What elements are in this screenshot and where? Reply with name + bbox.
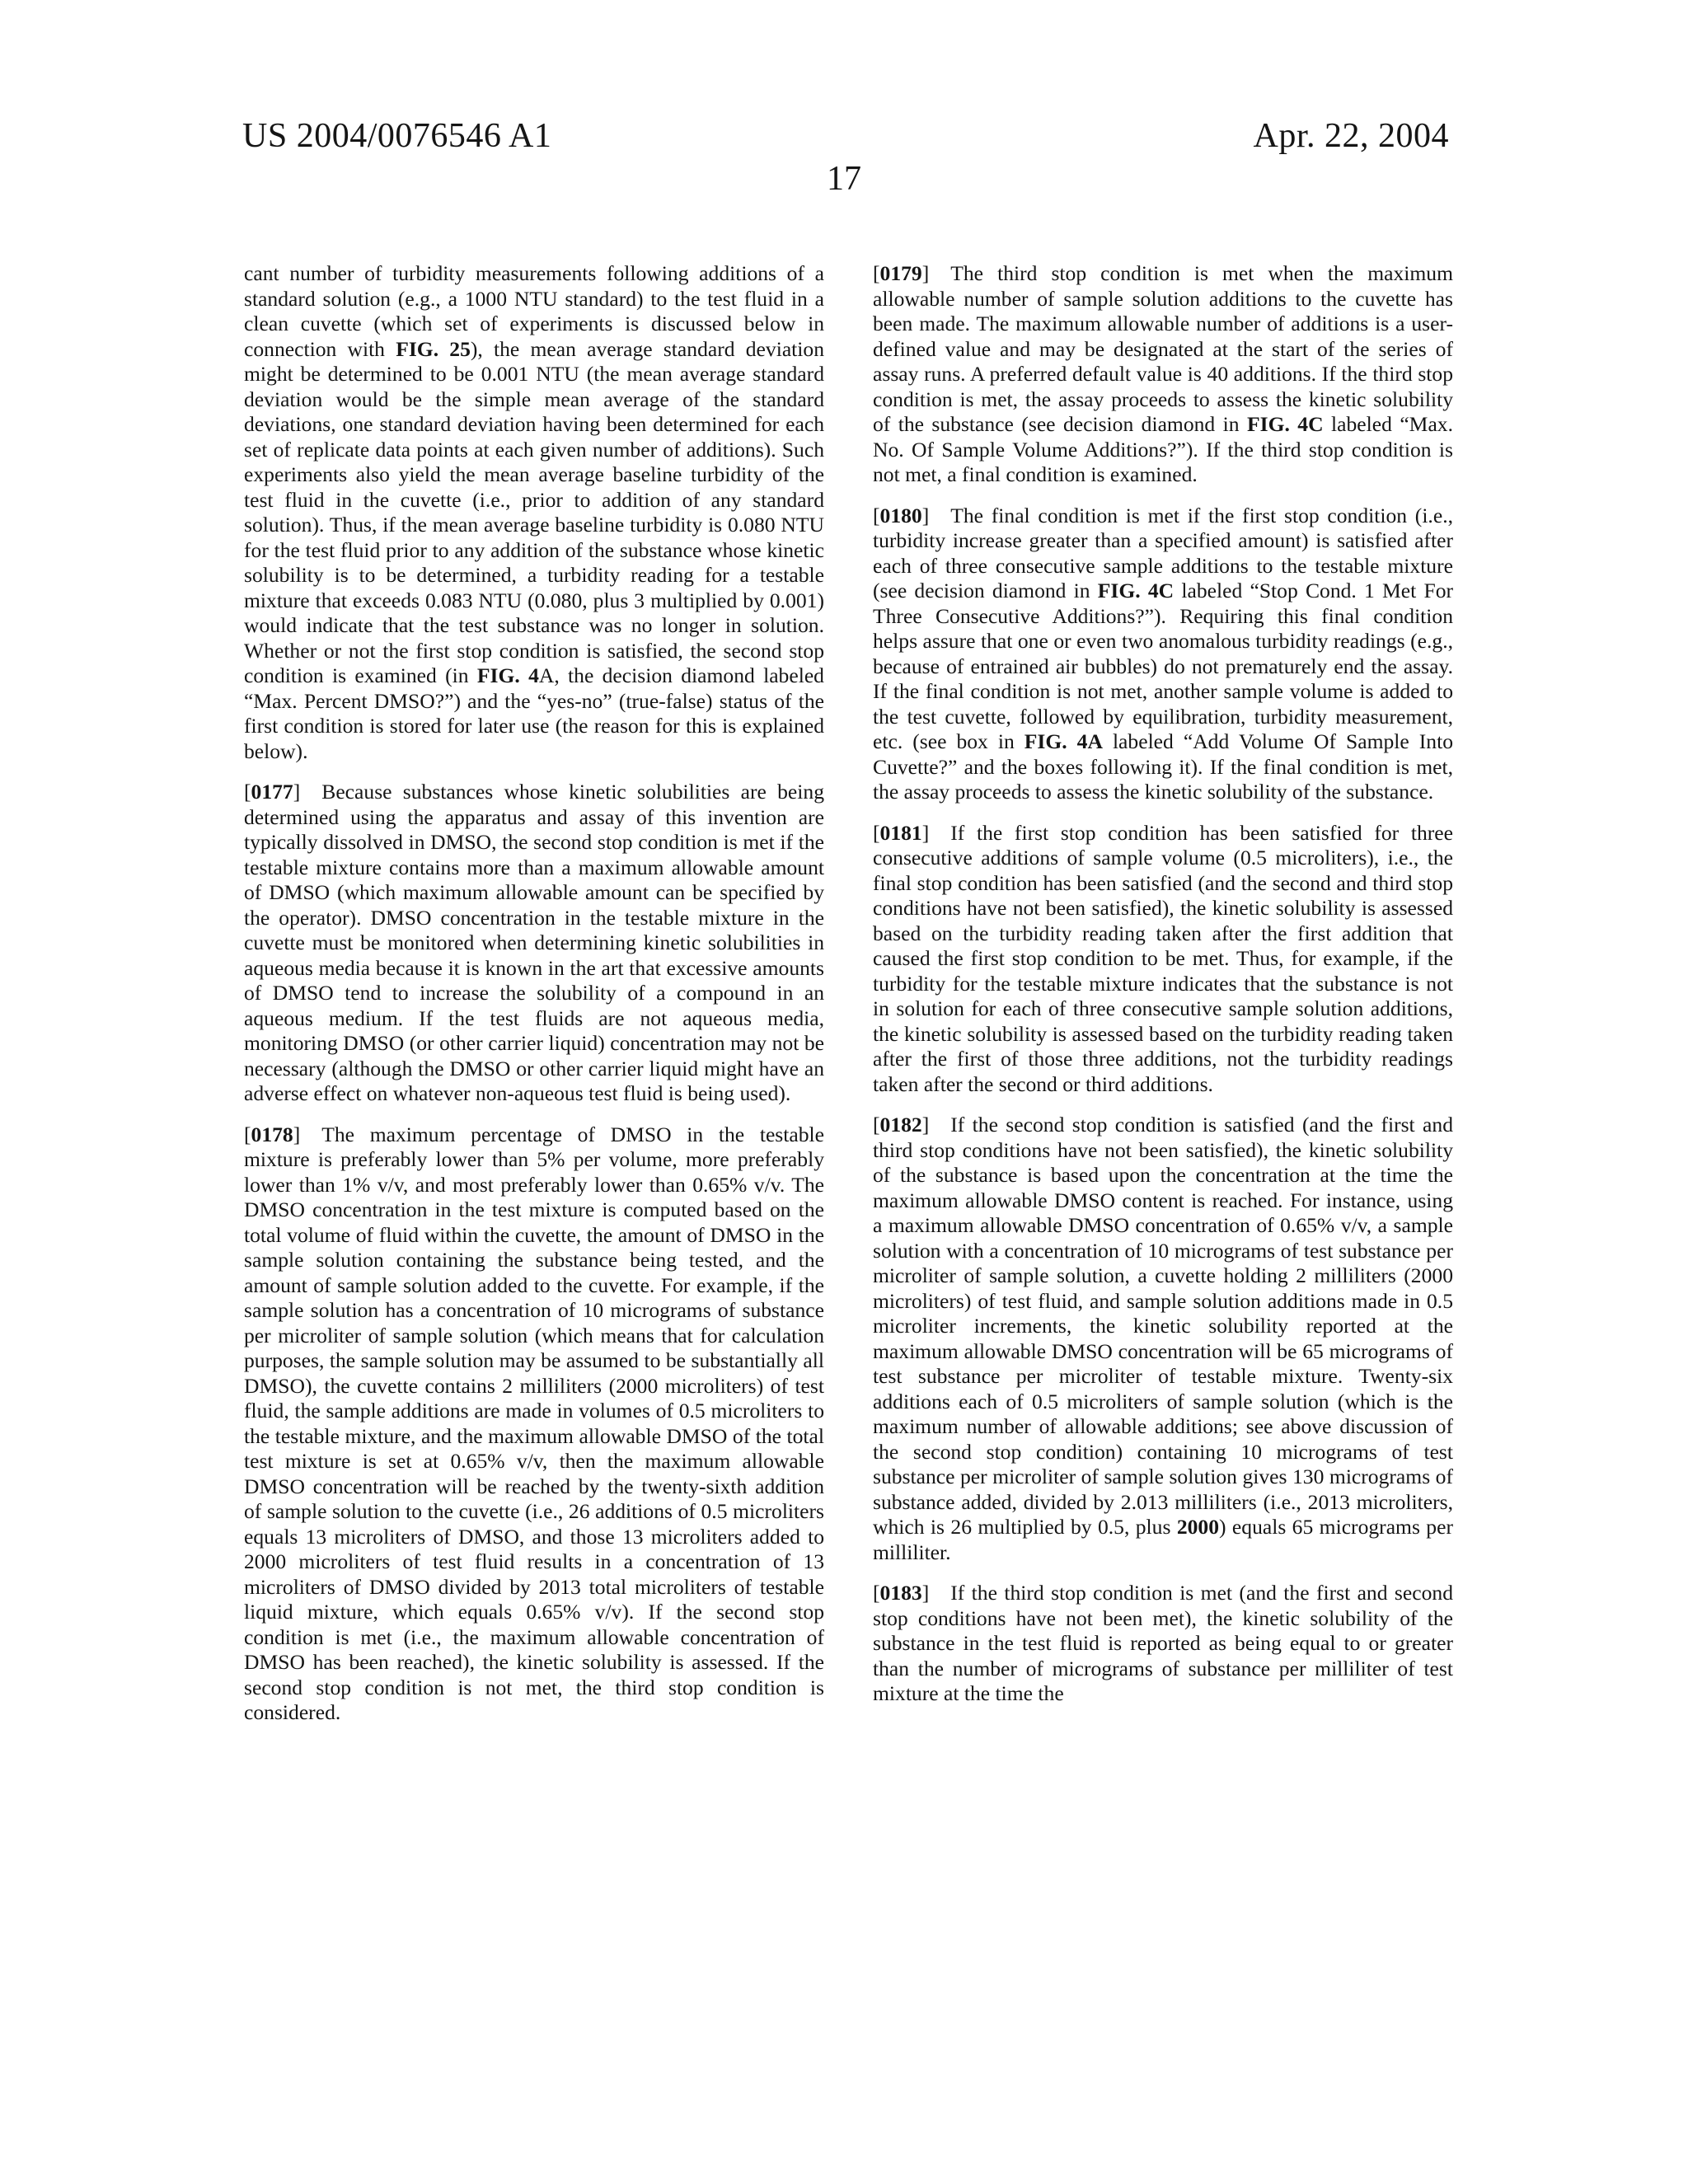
paragraph-text: cant number of turbidity measurements following additions of a standard solution (e.g., a 1000 NTU standard) to the test fluid in a clean cuvette (which set of experiments is discussed below in connection with: [244, 261, 824, 361]
paragraph-0183: [0183] If the third stop condition is met (and the first and second stop conditions have not been met), the kinetic solubility of the substance in the test fluid is reported as being equal to or greater than the number of micrograms of substance per milliliter of test mixture at the time the: [873, 1581, 1453, 1705]
emphasis-number: 2000: [1176, 1515, 1219, 1539]
paragraph-text: A, the decision diamond labeled “Max. Percent DMSO?”) and the “yes-no” (true-false) status of the first condition is stored for later use (the reason for this is explained below).: [244, 663, 824, 763]
publication-number: US 2004/0076546 A1: [242, 117, 552, 155]
figure-reference: FIG. 4: [476, 663, 539, 687]
paragraph-number: 0181: [879, 820, 922, 845]
figure-reference: FIG. 4C: [1246, 412, 1324, 436]
paragraph-text: If the third stop condition is met (and the first and second stop conditions have not been met), the kinetic solubility of the substance in the test fluid is reported as being equal to or greater than the number of micrograms of substance per milliliter of test mixture at the time the: [873, 1581, 1453, 1705]
paragraph-text: The third stop condition is met when the maximum allowable number of sample solution additions to the cuvette has been made. The maximum allowable number of additions is a user-defined value and may be designated at the start of the series of assay runs. A preferred default value is 40 additions. If the third stop condition is met, the assay proceeds to assess the kinetic solubility of the substance (see decision diamond in: [873, 261, 1453, 436]
paragraph-number: 0182: [879, 1113, 922, 1137]
paragraph-text: The final condition is met if the first stop condition (i.e., turbidity increase greater than a specified amount) is satisfied after each of three consecutive sample additions to the testable mixture (see decision diamond in: [873, 503, 1453, 602]
paragraph-number: 0180: [879, 503, 922, 527]
paragraph-text: labeled “Add Volume Of Sample Into Cuvette?” and the boxes following it). If the final condition is met, the assay proceeds to assess the kinetic solubility of the substance.: [873, 729, 1453, 804]
paragraph-text: If the second stop condition is satisfied (and the first and third stop conditions have not been satisfied), the kinetic solubility of the substance is based upon the concentration at the time the maximum allowable DMSO content is reached. For instance, using a maximum allowable DMSO concentration of 0.65% v/v, a sample solution with a concentration of 10 micrograms of test substance per microliter of sample solution, a cuvette holding 2 milliliters (2000 microliters) of test fluid, and sample solution additions made in 0.5 microliter increments, the kinetic solubility reported at the maximum allowable DMSO concentration will be 65 micrograms of test substance per microliter of testable mixture. Twenty-six additions each of 0.5 microliters of sample solution (which is the maximum number of allowable additions; see above discussion of the second stop condition) containing 10 micrograms of test substance per microliter of sample solution gives 130 micrograms of substance added, divided by 2.013 milliliters (i.e., 2013 microliters, which is 26 multiplied by 0.5, plus: [873, 1113, 1453, 1539]
paragraph-text: labeled “Max. No. Of Sample Volume Additions?”). If the third stop condition is not met, a final condition is examined.: [873, 412, 1453, 486]
paragraph-number: 0178: [251, 1122, 293, 1146]
paragraph-text: If the first stop condition has been satisfied for three consecutive additions of sample volume (0.5 microliters), i.e., the final stop condition has been satisfied (and the second and third stop conditions have not been satisfied), the kinetic solubility is assessed based on the turbidity reading taken after the first addition that caused the first stop condition to be met. Thus, for example, if the turbidity for the testable mixture indicates that the substance is not in solution for each of three consecutive sample solution additions, the kinetic solubility is assessed based on the turbidity reading taken after the first of those three additions, not the turbidity readings taken after the second or third additions.: [873, 820, 1453, 1096]
paragraph-text: The maximum percentage of DMSO in the testable mixture is preferably lower than 5% per volume, more preferably lower than 1% v/v, and most preferably lower than 0.65% v/v. The DMSO concentration in the test mixture is computed based on the total volume of fluid within the cuvette, the amount of DMSO in the sample solution containing the substance being tested, and the amount of sample solution added to the cuvette. For example, if the sample solution has a concentration of 10 micrograms of substance per microliter of sample solution (which means that for calculation purposes, the sample solution may be assumed to be substantially all DMSO), the cuvette contains 2 milliliters (2000 microliters) of test fluid, the sample additions are made in volumes of 0.5 microliters to the testable mixture, and the maximum allowable DMSO of the total test mixture is set at 0.65% v/v, then the maximum allowable DMSO concentration will be reached by the twenty-sixth addition of sample solution to the cuvette (i.e., 26 additions of 0.5 microliters equals 13 microliters of DMSO, and those 13 microliters added to 2000 microliters of test fluid results in a concentration of 13 microliters of DMSO divided by 2013 total microliters of testable liquid mixture, which equals 0.65% v/v). If the second stop condition is met (i.e., the maximum allowable concentration of DMSO has been reached), the kinetic solubility is assessed. If the second stop condition is not met, the third stop condition is considered.: [244, 1122, 824, 1724]
paragraph-text: labeled “Stop Cond. 1 Met For Three Consecutive Additions?”). Requiring this final condition helps assure that one or even two anomalous turbidity readings (e.g., because of entrained air bubbles) do not prematurely end the assay. If the final condition is not met, another sample volume is added to the test cuvette, followed by equilibration, turbidity measurement, etc. (see box in: [873, 579, 1454, 753]
paragraph-text: ) equals 65 micrograms per milliliter.: [873, 1515, 1453, 1564]
paragraph-0181: [0181] If the first stop condition has been satisfied for three consecutive additions of sample volume (0.5 microliters), i.e., the final stop condition has been satisfied (and the second and third stop conditions have not been satisfied), the kinetic solubility is assessed based on the turbidity reading taken after the first addition that caused the first stop condition to be met. Thus, for example, if the turbidity for the testable mixture indicates that the substance is not in solution for each of three consecutive sample solution additions, the kinetic solubility is assessed based on the turbidity reading taken after the first of those three additions, not the turbidity readings taken after the second or third additions.: [873, 820, 1453, 1096]
paragraph-number: 0177: [251, 780, 293, 804]
paragraph-0180: [0180] The final condition is met if the first stop condition (i.e., turbidity increase greater than a specified amount) is satisfied after each of three consecutive sample additions to the testable mixture (see decision diamond in FIG. 4C labeled “Stop Cond. 1 Met For Three Consecutive Additions?”). Requiring this final condition helps assure that one or even two anomalous turbidity readings (e.g., because of entrained air bubbles) do not prematurely end the assay. If the final condition is not met, another sample volume is added to the test cuvette, followed by equilibration, turbidity measurement, etc. (see box in FIG. 4A labeled “Add Volume Of Sample Into Cuvette?” and the boxes following it). If the final condition is met, the assay proceeds to assess the kinetic solubility of the substance.: [873, 503, 1454, 804]
paragraph-0179: [0179] The third stop condition is met when the maximum allowable number of sample solution additions to the cuvette has been made. The maximum allowable number of additions is a user-defined value and may be designated at the start of the series of assay runs. A preferred default value is 40 additions. If the third stop condition is met, the assay proceeds to assess the kinetic solubility of the substance (see decision diamond in FIG. 4C labeled “Max. No. Of Sample Volume Additions?”). If the third stop condition is not met, a final condition is examined.: [873, 261, 1453, 486]
paragraph-0178: [0178] The maximum percentage of DMSO in the testable mixture is preferably lower than 5% per volume, more preferably lower than 1% v/v, and most preferably lower than 0.65% v/v. The DMSO concentration in the test mixture is computed based on the total volume of fluid within the cuvette, the amount of DMSO in the sample solution containing the substance being tested, and the amount of sample solution added to the cuvette. For example, if the sample solution has a concentration of 10 micrograms of substance per microliter of sample solution (which means that for calculation purposes, the sample solution may be assumed to be substantially all DMSO), the cuvette contains 2 milliliters (2000 microliters) of test fluid, the sample additions are made in volumes of 0.5 microliters to the testable mixture, and the maximum allowable DMSO of the total test mixture is set at 0.65% v/v, then the maximum allowable DMSO concentration will be reached by the twenty-sixth addition of sample solution to the cuvette (i.e., 26 additions of 0.5 microliters equals 13 microliters of DMSO, and those 13 microliters added to 2000 microliters of test fluid results in a concentration of 13 microliters of DMSO divided by 2013 total microliters of testable liquid mixture, which equals 0.65% v/v). If the second stop condition is met (i.e., the maximum allowable concentration of DMSO has been reached), the kinetic solubility is assessed. If the second stop condition is not met, the third stop condition is considered.: [244, 1122, 824, 1724]
paragraph-text: Because substances whose kinetic solubilities are being determined using the apparatus and assay of this invention are typically dissolved in DMSO, the second stop condition is met if the testable mixture contains more than a maximum allowable amount of DMSO (which maximum allowable amount can be specified by the operator). DMSO concentration in the testable mixture in the cuvette must be monitored when determining kinetic solubilities in aqueous media because it is known in the art that excessive amounts of DMSO tend to increase the solubility of a compound in an aqueous medium. If the test fluids are not aqueous media, monitoring DMSO (or other carrier liquid) concentration may not be necessary (although the DMSO or other carrier liquid might have an adverse effect on whatever non-aqueous test fluid is being used).: [244, 780, 824, 1105]
paragraph-0182: [0182] If the second stop condition is satisfied (and the first and third stop conditions have not been satisfied), the kinetic solubility of the substance is based upon the concentration at the time the maximum allowable DMSO content is reached. For instance, using a maximum allowable DMSO concentration of 0.65% v/v, a sample solution with a concentration of 10 micrograms of test substance per microliter of sample solution, a cuvette holding 2 milliliters (2000 microliters) of test fluid, and sample solution additions made in 0.5 microliter increments, the kinetic solubility reported at the maximum allowable DMSO concentration will be 65 micrograms of test substance per microliter of testable mixture. Twenty-six additions each of 0.5 microliters of sample solution (which is the maximum number of allowable additions; see above discussion of the second stop condition) containing 10 micrograms of test substance per microliter of sample solution gives 130 micrograms of substance added, divided by 2.013 milliliters (i.e., 2013 microliters, which is 26 multiplied by 0.5, plus 2000) equals 65 micrograms per milliliter.: [873, 1113, 1453, 1564]
figure-reference: FIG. 4C: [1097, 579, 1175, 602]
figure-reference: FIG. 25: [396, 336, 471, 361]
right-column: [873, 261, 1453, 1722]
paragraph-number: 0179: [879, 261, 922, 285]
figure-reference: FIG. 4A: [1024, 729, 1103, 753]
page-number: 17: [827, 160, 861, 198]
left-column: [244, 261, 824, 1741]
paragraph-number: 0183: [879, 1581, 922, 1605]
publication-date: Apr. 22, 2004: [1253, 117, 1449, 155]
paragraph-text: ), the mean average standard deviation might be determined to be 0.001 NTU (the mean average standard deviation would be the simple mean average of the standard deviations, one standard deviation having been determined for each set of replicate data points at each given number of additions). Such experiments also yield the mean average baseline turbidity of the test fluid in the cuvette (i.e., prior to addition of any standard solution). Thus, if the mean average baseline turbidity is 0.080 NTU for the test fluid prior to any addition of the substance whose kinetic solubility is to be determined, a turbidity reading for a testable mixture that exceeds 0.083 NTU (0.080, plus 3 multiplied by 0.001) would indicate that the test substance was no longer in solution. Whether or not the first stop condition is satisfied, the second stop condition is examined (in: [244, 336, 824, 687]
paragraph-continuation: [244, 261, 824, 764]
paragraph-0177: [0177] Because substances whose kinetic solubilities are being determined using the apparatus and assay of this invention are typically dissolved in DMSO, the second stop condition is met if the testable mixture contains more than a maximum allowable amount of DMSO (which maximum allowable amount can be specified by the operator). DMSO concentration in the testable mixture in the cuvette must be monitored when determining kinetic solubilities in aqueous media because it is known in the art that excessive amounts of DMSO tend to increase the solubility of a compound in an aqueous medium. If the test fluids are not aqueous media, monitoring DMSO (or other carrier liquid) concentration may not be necessary (although the DMSO or other carrier liquid might have an adverse effect on whatever non-aqueous test fluid is being used).: [244, 780, 824, 1105]
